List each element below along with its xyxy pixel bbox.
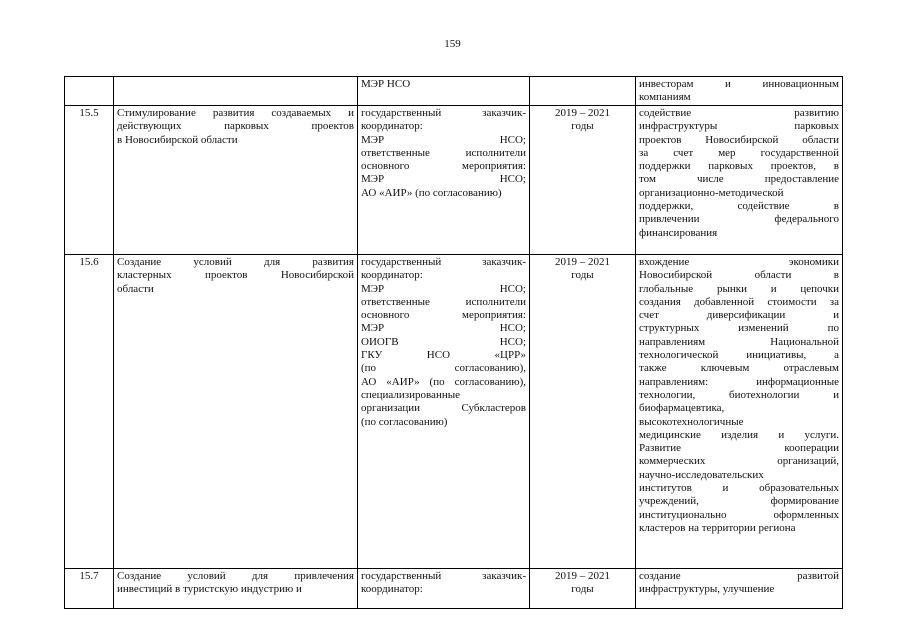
cell-text-line: АО «АИР» (по согласованию), [361,375,526,388]
cell-text-line: инвестиций в туристскую индустрию и [117,583,302,596]
cell-text-line: в Новосибирской области [117,133,238,146]
cell-text-line: содействие развитию [639,107,839,119]
cell-text-line: государственный заказчик- [361,107,526,119]
cell-text-line: координатор: [361,120,423,133]
cell-text-line: структурных изменений по [639,322,839,335]
measure-name-cell [114,569,358,609]
measure-name-cell [114,106,358,255]
cell-text-line: организационно-методической [639,186,784,199]
cell-text-line: направлениям: информационные [639,375,839,388]
cell-text-line: 2019 – 2021 [555,570,610,582]
cell-text-line: годы [571,120,594,133]
cell-text-line: координатор: [361,583,423,596]
cell-text-line: (по согласованию), [361,362,526,375]
cell-text-line: ГКУ НСО «ЦРР» [361,349,526,362]
cell-text-line: за счет мер государственной [639,146,839,159]
cell-text-line: ОИОГВ НСО; [361,335,526,348]
cell-text-line: инвесторам и инновационным [639,78,839,90]
cell-text-line: Создание условий для привлечения [117,570,354,582]
cell-text-line: координатор: [361,269,423,282]
row-number-cell [65,77,114,106]
result-cell [636,255,843,569]
cell-text-line: инфраструктуры парковых [639,120,839,133]
row-number-cell [65,569,114,609]
cell-text-line: счет диверсификации и [639,309,839,322]
cell-text-line: Создание условий для развития [117,256,354,268]
cell-text-line: направлениям Национальной [639,335,839,348]
cell-text-line: Развитие кооперации [639,442,839,455]
cell-text-line: коммерческих организаций, [639,455,839,468]
period-cell [530,106,636,255]
cell-text-line: поддержки, содействие в [639,200,839,213]
result-cell [636,569,843,609]
cell-text-line: организации Субкластеров [361,402,526,415]
cell-text-line: компаниям [639,91,691,104]
row-number-cell [65,106,114,255]
cell-text-line: кластеров на территории региона [639,521,796,534]
cell-text-line: кластерных проектов Новосибирской [117,269,354,282]
cell-text-line: МЭР НСО; [361,133,526,146]
executor-cell [358,255,530,569]
cell-text-line: технологии, биотехнологии и [639,388,839,401]
cell-text-line: учреждений, формирование [639,495,839,508]
result-cell [636,77,843,106]
cell-text-line: вхождение экономики [639,256,839,268]
cell-text-line: ответственные исполнители [361,295,526,308]
row-number: 15.7 [79,570,99,582]
executor-cell [358,77,530,106]
table-row [65,106,843,255]
cell-text-line: медицинские изделия и услуги. [639,428,839,441]
cell-text-line: государственный заказчик- [361,570,526,582]
cell-text-line: основного мероприятия: [361,309,526,322]
cell-text-line: Стимулирование развития создаваемых и [117,107,354,119]
cell-text-line: 2019 – 2021 [555,256,610,268]
period-cell [530,569,636,609]
cell-text-line: МЭР НСО [361,78,411,90]
cell-text-line: АО «АИР» (по согласованию) [361,186,502,199]
table-row [65,255,843,569]
measure-name-cell [114,77,358,106]
cell-text-line: институционально оформленных [639,508,839,521]
cell-text-line: годы [571,583,594,596]
cell-text-line: области [117,282,154,295]
cell-text-line: привлечении федерального [639,213,839,226]
measure-name-cell [114,255,358,569]
cell-text-line: годы [571,269,594,282]
cell-text-line: институтов и образовательных [639,482,839,495]
cell-text-line: создание развитой [639,570,839,582]
cell-text-line: финансирования [639,226,718,239]
cell-text-line: создания добавленной стоимости за [639,295,839,308]
cell-text-line: том числе предоставление [639,173,839,186]
period-cell [530,255,636,569]
executor-cell [358,106,530,255]
period-cell [530,77,636,106]
cell-text-line: МЭР НСО; [361,173,526,186]
cell-text-line: инфраструктуры, улучшение [639,583,775,596]
cell-text-line: МЭР НСО; [361,322,526,335]
cell-text-line: поддержки парковых проектов, в [639,160,839,173]
cell-text-line: научно-исследовательских [639,468,764,481]
cell-text-line: МЭР НСО; [361,282,526,295]
cell-text-line: государственный заказчик- [361,256,526,268]
row-number-cell [65,255,114,569]
cell-text-line: ответственные исполнители [361,146,526,159]
measures-table [64,76,843,609]
cell-text-line: 2019 – 2021 [555,107,610,119]
cell-text-line: (по согласованию) [361,415,448,428]
cell-text-line: также ключевым отраслевым [639,362,839,375]
cell-text-line: биофармацевтика, [639,402,725,415]
page-number: 159 [444,38,461,50]
cell-text-line: Новосибирской области в [639,269,839,282]
cell-text-line: проектов Новосибирской области [639,133,839,146]
row-number: 15.5 [79,107,99,119]
cell-text-line: специализированные [361,388,460,401]
cell-text-line: действующих парковых проектов [117,120,354,133]
table-row [65,77,843,106]
result-cell [636,106,843,255]
cell-text-line: глобальные рынки и цепочки [639,282,839,295]
executor-cell [358,569,530,609]
table-row [65,569,843,609]
cell-text-line: основного мероприятия: [361,160,526,173]
cell-text-line: технологической инициативы, а [639,349,839,362]
cell-text-line: высокотехнологичные [639,415,744,428]
row-number: 15.6 [79,256,99,268]
